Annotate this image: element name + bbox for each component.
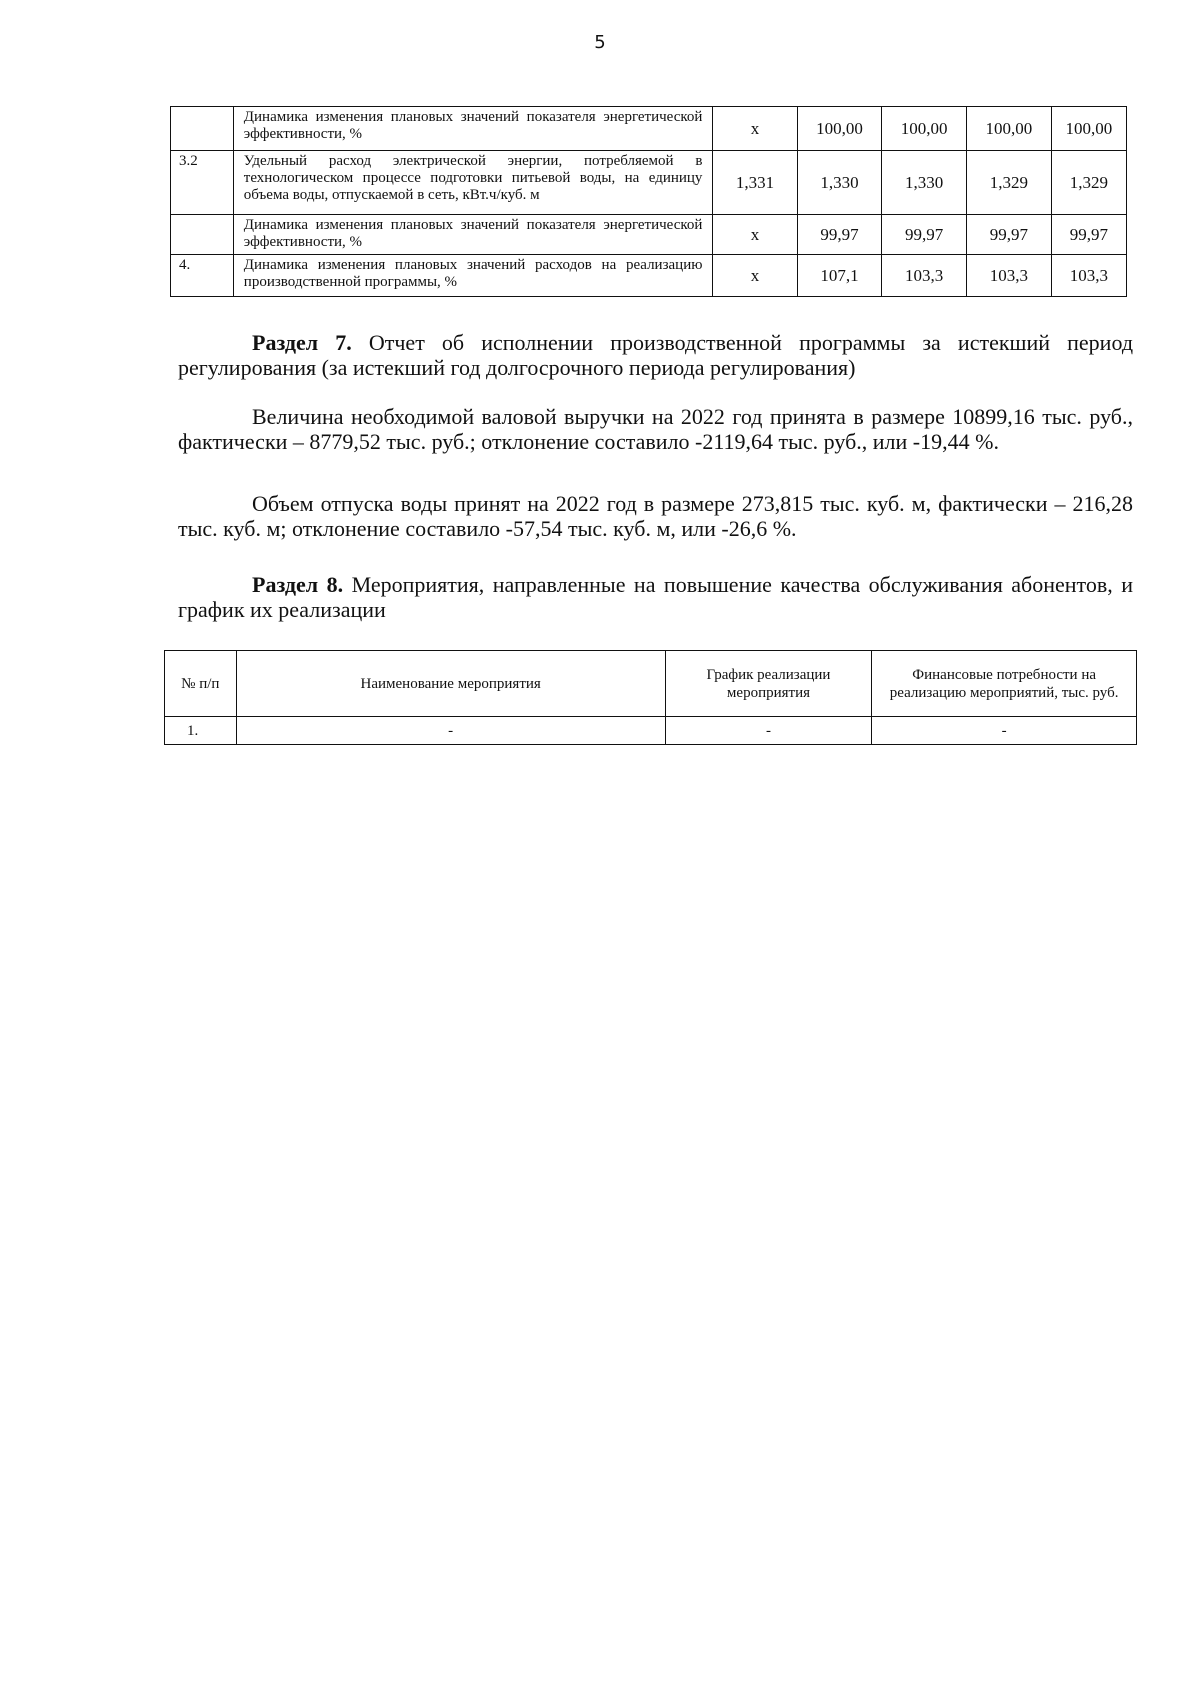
row-description: Удельный расход электрической энергии, потребляемой в технологическом процессе подготовки питьевой воды, на единицу объема воды, отпускаемой в сеть, кВт.ч/куб. м: [233, 151, 713, 215]
paragraph-revenue: [178, 404, 1133, 454]
table-row: [171, 255, 1127, 297]
value-cell: 1,329: [967, 151, 1052, 215]
section7-label: Раздел 7.: [252, 330, 352, 355]
table-row: [171, 215, 1127, 255]
section7-heading: [178, 330, 1133, 380]
row-number: 3.2: [171, 151, 234, 215]
row-description: Динамика изменения плановых значений показателя энергетической эффективности, %: [233, 107, 713, 151]
table-row: [171, 107, 1127, 151]
header-num: № п/п: [165, 651, 237, 717]
cell-num: 1.: [165, 717, 237, 745]
value-cell: 1,329: [1051, 151, 1126, 215]
value-cell: 99,97: [797, 215, 882, 255]
value-cell: 103,3: [1051, 255, 1126, 297]
value-cell: x: [713, 215, 797, 255]
row-description: Динамика изменения плановых значений показателя энергетической эффективности, %: [233, 215, 713, 255]
cell-schedule: -: [665, 717, 872, 745]
section8-title: Мероприятия, направленные на повышение качества обслуживания абонентов, и график их реализации: [178, 572, 1134, 622]
value-cell: 1,330: [797, 151, 882, 215]
table-row: [165, 717, 1137, 745]
table-header-row: [165, 651, 1137, 717]
value-cell: 107,1: [797, 255, 882, 297]
header-finance: Финансовые потребности на реализацию мероприятий, тыс. руб.: [872, 651, 1137, 717]
value-cell: x: [713, 107, 797, 151]
row-number: 4.: [171, 255, 234, 297]
row-description: Динамика изменения плановых значений расходов на реализацию производственной программы, %: [233, 255, 713, 297]
value-cell: 103,3: [882, 255, 967, 297]
value-cell: 100,00: [797, 107, 882, 151]
value-cell: 1,330: [882, 151, 967, 215]
section7-title: Отчет об исполнении производственной программы за истекший период регулирования (за истекший год долгосрочного периода регулирования): [178, 330, 1134, 380]
indicators-table: [170, 106, 1127, 297]
value-cell: 99,97: [1051, 215, 1126, 255]
value-cell: 103,3: [967, 255, 1052, 297]
cell-name: -: [236, 717, 665, 745]
value-cell: 99,97: [882, 215, 967, 255]
value-cell: x: [713, 255, 797, 297]
cell-finance: -: [872, 717, 1137, 745]
paragraph-revenue-text: Величина необходимой валовой выручки на 2022 год принята в размере 10899,16 тыс. руб., фактически – 8779,52 тыс. руб.; отклонение составило -2119,64 тыс. руб., или -19,44 %.: [178, 404, 1133, 454]
header-schedule: График реализации мероприятия: [665, 651, 872, 717]
value-cell: 1,331: [713, 151, 797, 215]
measures-table: [164, 650, 1137, 745]
header-name: Наименование мероприятия: [236, 651, 665, 717]
row-number: [171, 215, 234, 255]
row-number: [171, 107, 234, 151]
value-cell: 100,00: [1051, 107, 1126, 151]
section8-label: Раздел 8.: [252, 572, 344, 597]
table-row: [171, 151, 1127, 215]
page-number: 5: [594, 32, 606, 53]
value-cell: 100,00: [882, 107, 967, 151]
paragraph-water-volume: [178, 491, 1133, 541]
value-cell: 100,00: [967, 107, 1052, 151]
paragraph-water-volume-text: Объем отпуска воды принят на 2022 год в размере 273,815 тыс. куб. м, фактически – 216,28 тыс. куб. м; отклонение составило -57,54 тыс. куб. м, или -26,6 %.: [178, 491, 1133, 541]
value-cell: 99,97: [967, 215, 1052, 255]
section8-heading: [178, 572, 1133, 622]
